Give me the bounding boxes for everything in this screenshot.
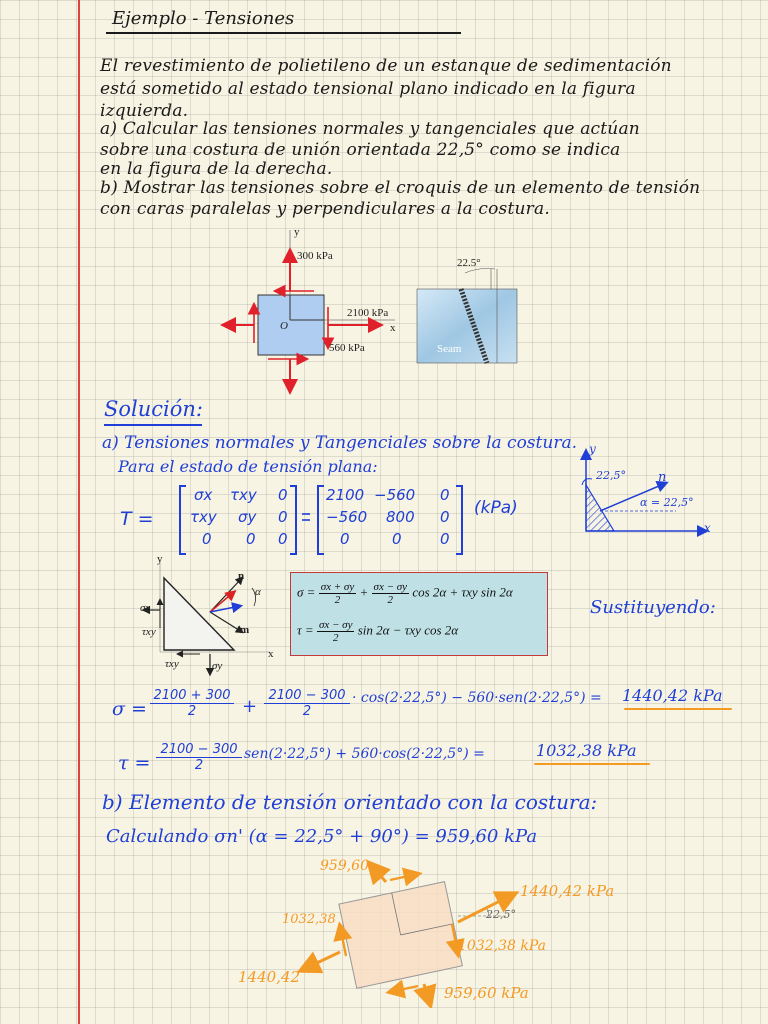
fig-axis-y: y [294,226,300,238]
fig-sigma-y-label: 300 kPa [297,250,333,262]
problem-line-8: con caras paralelas y perpendiculares a la costura. [100,199,550,219]
sigma-calc-frac2: 2100 − 300 2 [264,688,350,719]
rotated-left-shear-label: 1032,38 [282,912,336,927]
m-sym-00: σx [194,486,213,504]
matrix-name: T = [120,508,154,530]
m-num-11: 800 [386,508,415,526]
rotated-left-label: 1440,42 [238,968,301,986]
margin-line [78,0,80,1024]
part-a-subtitle: Para el estado de tensión plana: [118,457,378,476]
tau-formula: τ = $\frac{\sigma x - \sigma y}{2}$ sin 2α − τxy cos 2α [297,619,459,644]
tau-calc-tail: sen(2·22,5°) + 560·cos(2·22,5°) = [244,746,485,762]
fig-axis-x: x [390,322,396,334]
m-num-00: 2100 [326,486,365,504]
tau-result-underline [534,763,650,765]
m-sym-11: σy [238,508,257,526]
sigma-calc-lhs: σ = [112,698,147,720]
seam-angle-label: 22.5° [457,257,481,269]
matrix-unit: (kPa) [474,498,518,518]
substituting-label: Sustituyendo: [590,597,716,618]
m-num-20: 0 [340,530,350,548]
triangle-fbd [130,552,280,680]
matrix-brackets [178,484,468,556]
rotated-angle-label: 22,5° [486,908,516,921]
m-sym-01: τxy [230,486,257,504]
m-sym-12: 0 [278,508,288,526]
solution-heading: Solución: [104,397,203,421]
fig-tau-label: 560 kPa [329,342,365,354]
part-a-title: a) Tensiones normales y Tangenciales sobre la costura. [102,433,577,453]
problem-line-7: b) Mostrar las tensiones sobre el croquis de un elemento de tensión [100,178,701,198]
tri-y: y [157,553,163,565]
sigma-result: 1440,42 kPa [622,686,723,705]
part-b-calc: Calculando σn' (α = 22,5° + 90°) = 959,60 kPa [106,826,538,847]
tri-m: m [240,624,250,636]
page-title: Ejemplo - Tensiones [112,8,295,29]
m-num-10: −560 [326,508,368,526]
problem-line-6: en la figura de la derecha. [100,159,333,179]
sketch-y: y [589,442,596,456]
fig-origin: O [280,320,288,332]
m-num-12: 0 [440,508,450,526]
m-num-01: −560 [374,486,416,504]
m-sym-22: 0 [278,530,288,548]
tri-tau-y: τxy [165,658,179,670]
tau-result: 1032,38 kPa [536,741,637,760]
m-sym-02: 0 [278,486,288,504]
tri-x: x [268,648,274,660]
problem-line-5: sobre una costura de unión orientada 22,5° como se indica [100,140,621,160]
m-num-02: 0 [440,486,450,504]
m-sym-21: 0 [246,530,256,548]
tri-sigma-x: σx [140,602,151,614]
sketch-alpha: α = 22,5° [640,496,694,509]
seam-figure [415,255,520,367]
title-underline [106,32,461,34]
rotated-right-shear-label: 1032,38 kPa [458,938,546,954]
m-sym-10: τxy [190,508,217,526]
sigma-result-underline [624,708,732,710]
part-b-title: b) Elemento de tensión orientado con la costura: [102,790,598,814]
rotated-top-label: 959,60 [320,858,369,874]
transformation-formula-box [290,572,548,656]
problem-line-4: a) Calcular las tensiones normales y tangenciales que actúan [100,119,640,139]
rotated-bottom-label: 959,60 kPa [444,984,529,1002]
tau-calc-frac: 2100 − 300 2 [156,742,242,773]
sigma-calc-tail: · cos(2·22,5°) − 560·sen(2·22,5°) = [352,690,602,706]
sigma-formula: σ = $\frac{\sigma x + \sigma y}{2}$ + $\frac{\sigma x - \sigma y}{2}$ cos 2α + τxy sin 2α [297,581,513,606]
sketch-x: x [704,521,711,535]
m-num-21: 0 [392,530,402,548]
problem-line-1: El revestimiento de polietileno de un estanque de sedimentación [100,56,672,76]
problem-line-2: está sometido al estado tensional plano indicado en la figura [100,79,636,99]
sigma-calc-frac1: 2100 + 300 2 [150,688,234,719]
fig-sigma-x-label: 2100 kPa [347,307,389,319]
m-num-22: 0 [440,530,450,548]
seam-label: Seam [437,343,462,355]
problem-line-3: izquierda. [100,101,189,121]
solution-underline [104,424,202,426]
tri-tau-x: τxy [142,626,156,638]
sketch-angle: 22,5° [596,469,626,482]
rotated-right-label: 1440,42 kPa [520,882,615,900]
tau-calc-lhs: τ = [118,752,151,774]
stress-element-box [258,295,324,355]
sigma-calc-plus: + [242,696,258,717]
sketch-n: n [658,470,667,485]
tri-n: n [238,570,245,582]
tri-alpha: α [255,586,261,598]
orientation-sketch [570,445,720,545]
tri-sigma-y: σy [212,660,223,672]
m-sym-20: 0 [202,530,212,548]
